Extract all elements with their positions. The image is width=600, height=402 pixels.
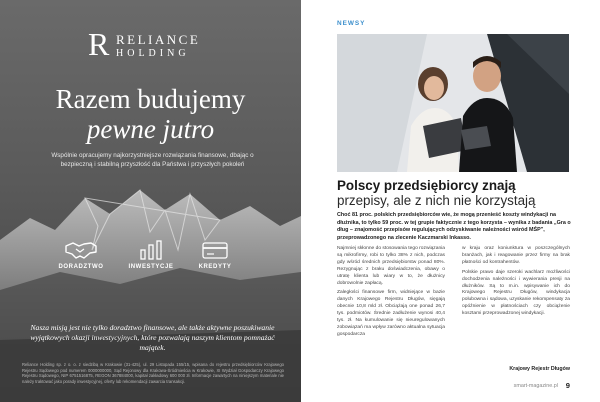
- credit-card-icon: [201, 240, 229, 260]
- article-author: Krajowy Rejestr Długów: [509, 366, 570, 372]
- paragraph: Polskie prawo daje szeroki wachlarz możliwości dochodzenia należności i wywierania presji na dłużników. Są to m.in. wpisywanie ich do Krajowego Rejestru Długów, windykacja polubowna i sądowa, uzyskanie rekompensaty za opóźnienie w płatnościach czy obciążenie kosztami przeprowadzonej windykacji.: [462, 269, 570, 317]
- logo-line-2: HOLDING: [116, 48, 190, 59]
- paragraph: w kraju oraz koniunktura w poszczególnych branżach, jak i reagowanie przez firmy na brak płatności od kontrahentów.: [462, 246, 570, 265]
- article-page: [301, 0, 600, 402]
- article-photo: [337, 34, 569, 172]
- article-column-2: [462, 246, 570, 321]
- advert-headline: Razem budujemy: [55, 84, 246, 114]
- service-investments: [116, 240, 186, 270]
- handshake-icon: [64, 240, 98, 260]
- page-number: 9: [565, 381, 570, 390]
- paragraph: Zaległości finansowe firm, widniejące w bazie danych Krajowego Rejestru Długów, sięgają obecnie 10,8 mld zł. Obciążają one ponad 26,7 tys. podmiotów. Średnie zadłużenie wynosi 40,4 tys. zł. Na kumulowanie się nieuregulowanych zobowiązań ma wpływ zarówno aktualna sytuacja gospodarcza: [337, 290, 445, 337]
- advert-headline-italic: pewne jutro: [86, 114, 215, 144]
- service-label: KREDYTY: [198, 264, 232, 270]
- advert-mission: Nasza misją jest nie tylko doradztwo finansowe, ale także aktywne poszukiwanie wyjątkowych okazji inwestycyjnych, które pozwalają naszym klientom pomnażać majątek.: [30, 323, 275, 352]
- footer-site: smart-magazine.pl: [513, 383, 558, 389]
- article-headline: Polscy przedsiębiorcy znają: [337, 178, 516, 193]
- logo-line-1: RELIANCE: [116, 32, 201, 47]
- service-label: DORADZTWO: [58, 264, 104, 270]
- article-lead: Choć 81 proc. polskich przedsiębiorców wie, że mogą przenieść koszty windykacji na dłużnika, to tylko 59 proc. w tej grupie faktycznie z tego korzysta – wynika z badania „Gra o dług – znajomość przepisów regulujących odzyskiwanie należności wśród MŚP", przeprowadzonego na zlecenie Kaczmarski Inkasso.: [337, 212, 571, 241]
- service-label: INWESTYCJE: [128, 264, 174, 270]
- bar-chart-icon: [139, 240, 163, 260]
- section-label: NEWSY: [337, 20, 366, 27]
- reliance-logo: [88, 26, 218, 62]
- advert-subtitle: Wspólnie opracujemy najkorzystniejsze rozwiązania finansowe, dbając o bezpieczną i stabilną przyszłość dla Państwa i przyszłych pokoleń: [51, 152, 254, 168]
- article-column-1: [337, 246, 445, 342]
- paragraph: Najmniej skłonne do stosowania tego rozwiązania są mikrofirmy, robi to tylko 38% z nich, podczas gdy wśród średnich przedsiębiorstw ponad 80%. Rezygnując z braku doświadczenia, obawy o utratę klienta lub wiary w to, że dłużnicy dobrowolnie zapłacą.: [337, 246, 445, 286]
- advert-legal-text: Reliance Holding sp. z o. o. z siedzibą w Krakowie (31-425), ul. 29 Listopada 155/15, wpisana do rejestru przedsiębiorców Krajowego Rejestru Sądowego pod numerem 0000000000, Sąd Rejonowy dla Krakowa-Śródmieścia w Krakowie, XI Wydział Gospodarczy Krajowego Rejestru Sądowego, NIP 6751516875, REGON 367884000, kapitał zakładowy 600 000 zł. Informacje zawartych na niniejszym materiale nie należy traktować jako porady inwestycyjnej, oferty lub rekomendacji zawarcia transakcji.: [22, 362, 284, 384]
- logo-initial: R: [88, 26, 110, 62]
- article-subhead: przepisy, ale z nich nie korzystają: [337, 193, 536, 208]
- service-loans: [180, 240, 250, 270]
- service-advisory: [46, 240, 116, 270]
